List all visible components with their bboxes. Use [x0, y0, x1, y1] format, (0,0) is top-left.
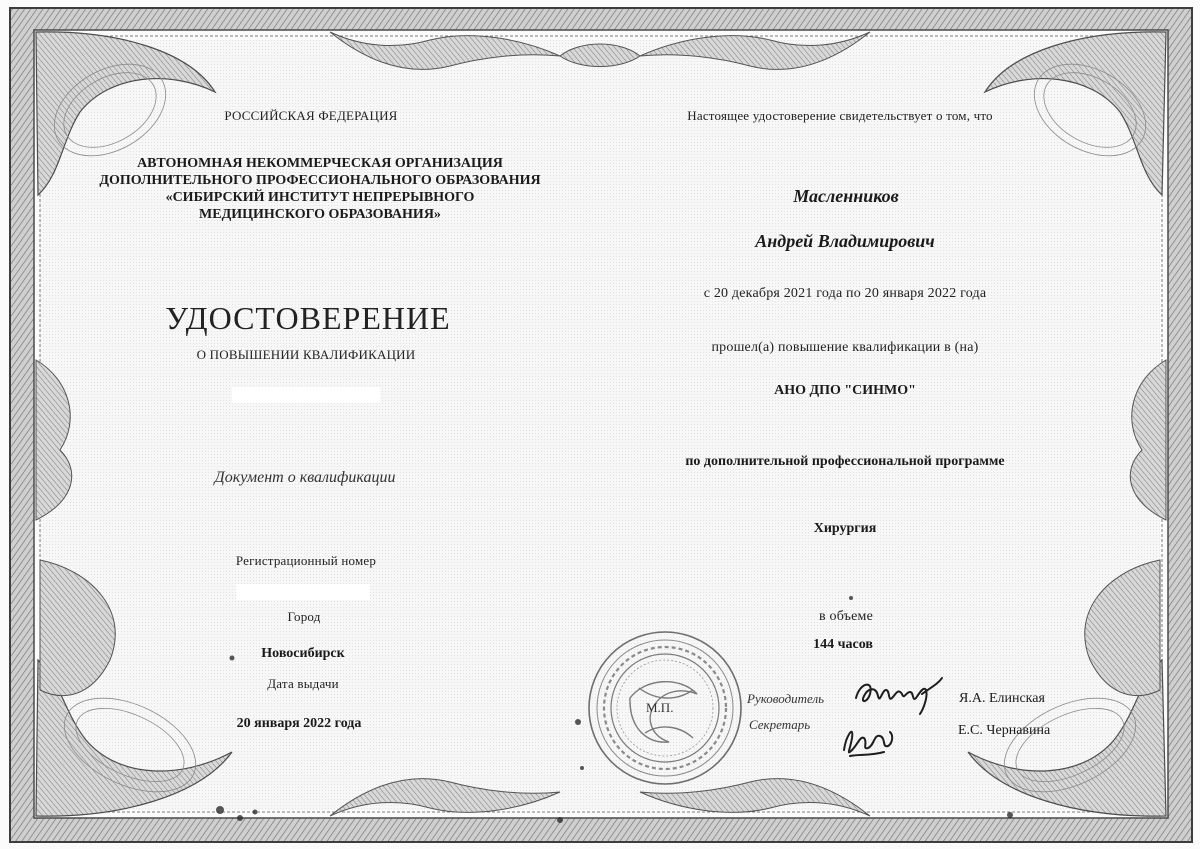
certificate-intro: Настоящее удостоверение свидетельствует о том, что — [687, 108, 993, 123]
head-signature — [850, 668, 945, 718]
document-title: УДОСТОВЕРЕНИЕ — [165, 300, 451, 336]
stamp-mark: М.П. — [646, 700, 674, 715]
training-period: с 20 декабря 2021 года по 20 января 2022 года — [703, 286, 987, 301]
org-line-2: ДОПОЛНИТЕЛЬНОГО ПРОФЕССИОНАЛЬНОГО ОБРАЗОВАНИЯ — [99, 173, 541, 188]
volume-label: в объеме — [818, 609, 874, 624]
org-line-3: «СИБИРСКИЙ ИНСТИТУТ НЕПРЕРЫВНОГО — [165, 190, 475, 205]
hours-value: 144 часов — [813, 637, 873, 652]
training-organization: АНО ДПО "СИНМО" — [774, 383, 916, 398]
document-type: Документ о квалификации — [214, 469, 396, 486]
issue-date-value: 20 января 2022 года — [236, 716, 362, 731]
secretary-name: Е.С. Чернавина — [958, 723, 1051, 738]
issue-date-label: Дата выдачи — [267, 676, 339, 691]
org-line-1: АВТОНОМНАЯ НЕКОММЕРЧЕСКАЯ ОРГАНИЗАЦИЯ — [137, 156, 503, 171]
program-label: по дополнительной профессиональной программе — [685, 454, 1005, 469]
secretary-signature — [840, 716, 900, 762]
holder-surname: Масленников — [793, 186, 899, 206]
country-label: РОССИЙСКАЯ ФЕДЕРАЦИЯ — [224, 108, 398, 123]
program-name: Хирургия — [813, 521, 877, 536]
registration-number-label: Регистрационный номер — [235, 553, 377, 568]
org-name — [99, 155, 540, 223]
holder-given-names: Андрей Владимирович — [755, 231, 935, 251]
head-label: Руководитель — [747, 691, 825, 706]
completion-statement: прошел(а) повышение квалификации в (на) — [711, 340, 979, 355]
head-name: Я.А. Елинская — [959, 691, 1045, 706]
city-value: Новосибирск — [261, 646, 345, 661]
city-label: Город — [287, 609, 321, 624]
secretary-label: Секретарь — [749, 717, 811, 732]
document-subtitle: О ПОВЫШЕНИИ КВАЛИФИКАЦИИ — [196, 347, 416, 362]
org-line-4: МЕДИЦИНСКОГО ОБРАЗОВАНИЯ» — [199, 207, 441, 222]
